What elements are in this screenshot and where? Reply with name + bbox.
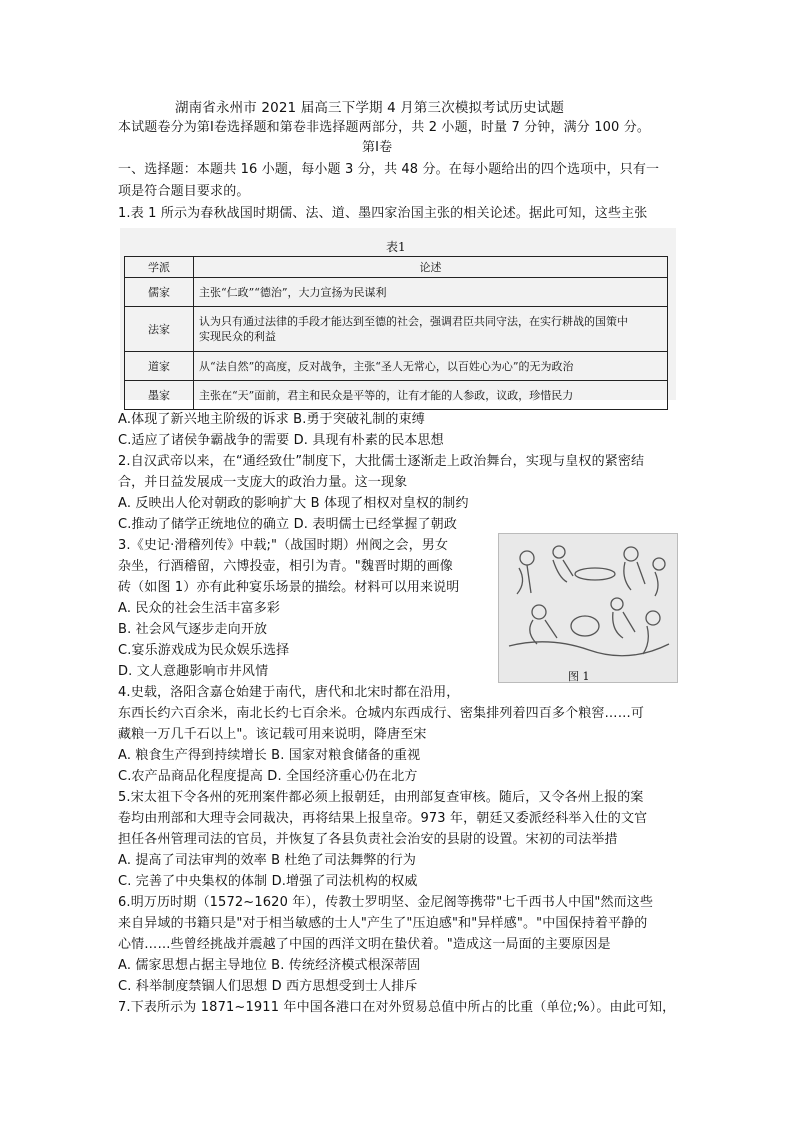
table-header-row — [125, 257, 668, 278]
q2-line: C.推动了储学正统地位的确立 D. 表明儒士已经掌握了朝政 — [118, 517, 457, 532]
table-row — [125, 278, 668, 307]
q3-line: 杂坐，行酒稽留，六博投壶，相引为青。"魏晋时期的画像 — [118, 559, 453, 574]
table-header-school: 学派 — [125, 257, 194, 278]
figure-1-caption: 图 1 — [568, 670, 590, 683]
exam-intro: 本试题卷分为第Ⅰ卷选择题和第卷非选择题两部分，共 2 小题，时量 7 分钟，满分 100 分。 — [118, 120, 651, 135]
table-cell-statement — [194, 352, 668, 381]
q6-line: 6.明万历时期（1572~1620 年），传教士罗明坚、金尼阁等携带"七千西书人中国"然而这些 — [118, 895, 654, 910]
table-row — [125, 352, 668, 381]
statement-line: 从“法自然”的高度，反对战争，主张“圣人无常心，以百姓心为心”的无为政治 — [199, 359, 574, 373]
q2-line: A. 反映出人伦对朝政的影响扩大 B 体现了相权对皇权的制约 — [118, 496, 469, 511]
q6-option: C. 科举制度禁锢人们思想 D 西方思想受到士人排斥 — [118, 979, 418, 994]
table-header-statement: 论述 — [194, 257, 668, 278]
table-cell-statement — [194, 278, 668, 307]
q1-option-line: C.适应了诸侯争霸战争的需要 D. 具现有朴素的民本思想 — [118, 433, 444, 448]
statement-line: 实现民众的利益 — [199, 330, 276, 343]
table-cell-statement — [194, 307, 668, 352]
q3-option: B. 社会风气逐步走向开放 — [118, 622, 268, 637]
table-cell-statement — [194, 381, 668, 410]
exam-title: 湖南省永州市 2021 届高三下学期 4 月第三次模拟考试历史试题 — [175, 100, 565, 116]
q3-line: 3.《史记·滑稽列传》中载;"（战国时期）州阀之会，男女 — [118, 538, 449, 553]
q5-option: C. 完善了中央集权的体制 D.增强了司法机构的权威 — [118, 874, 418, 889]
q5-option: A. 提高了司法审判的效率 B 杜绝了司法舞弊的行为 — [118, 853, 417, 868]
table-row — [125, 307, 668, 352]
q4-option: C.农产品商品化程度提高 D. 全国经济重心仍在北方 — [118, 769, 418, 784]
section-label: 第Ⅰ卷 — [362, 140, 393, 155]
q4-option: A. 粮食生产得到持续增长 B. 国家对粮食储备的重视 — [118, 748, 421, 763]
q5-line: 担任各州管理司法的官员，并恢复了各县负责社会治安的县尉的设置。宋初的司法举措 — [118, 832, 618, 847]
q3-option: A. 民众的社会生活丰富多彩 — [118, 601, 281, 616]
q4-line: 4.史载，洛阳含嘉仓始建于南代，唐代和北宋时都在沿用， — [118, 685, 460, 700]
q6-line: 来自异域的书籍只是"对于相当敏感的士人"产生了"压迫感"和"异样感"。"中国保持着平静的 — [118, 916, 648, 931]
instruction-line: 项是符合题目要求的。 — [118, 184, 250, 199]
statement-line: 主张“仁政”“德治”，大力宣扬为民谋利 — [199, 285, 387, 299]
q6-option: A. 儒家思想占据主导地位 B. 传统经济模式根深蒂固 — [118, 958, 421, 973]
q2-line: 合，并日益发展成一支庞大的政治力量。这一现象 — [118, 475, 408, 490]
q3-line: 砖（如图 1）亦有此种宴乐场景的描绘。材料可以用来说明 — [118, 580, 460, 595]
table-row — [125, 381, 668, 410]
instruction-line: 一、选择题：本题共 16 小题，每小题 3 分，共 48 分。在每小题给出的四个选项中，只有一 — [118, 162, 660, 177]
figure-1-banquet-brick-image — [498, 533, 678, 683]
table-cell-school: 墨家 — [125, 381, 194, 410]
statement-line: 主张在“天”面前，君主和民众是平等的，让有才能的人参政，议政，珍惜民力 — [199, 388, 574, 402]
banquet-sketch-icon — [499, 534, 677, 664]
q5-line: 5.宋太祖下令各州的死刑案件都必须上报朝廷，由刑部复查审核。随后，又令各州上报的案 — [118, 790, 644, 805]
table-1 — [124, 256, 668, 410]
q4-line: 东西长约六百余米，南北长约七百余米。仓城内东西成行、密集排列着四百多个粮窖……可 — [118, 706, 645, 721]
table-cell-school: 儒家 — [125, 278, 194, 307]
q1-option-line: A.体现了新兴地主阶级的诉求 B.勇于突破礼制的束缚 — [118, 412, 425, 427]
q3-option: C.宴乐游戏成为民众娱乐选择 — [118, 643, 290, 658]
q4-line: 藏粮一万几千石以上"。该记载可用来说明，降唐至宋 — [118, 727, 427, 742]
q5-line: 卷均由刑部和大理寺会同裁决，再将结果上报皇帝。973 年，朝廷又委派经科举入仕的文官 — [118, 811, 648, 826]
table-cell-school: 法家 — [125, 307, 194, 352]
table-cell-school: 道家 — [125, 352, 194, 381]
q7-line: 7.下表所示为 1871~1911 年中国各港口在对外贸易总值中所占的比重（单位;%）。由此可知， — [118, 1000, 676, 1015]
statement-line: 认为只有通过法律的手段才能达到至德的社会，强调君臣共同守法，在实行耕战的国策中 — [199, 315, 628, 328]
q3-option: D. 文人意趣影响市井风情 — [118, 664, 269, 679]
table-1-caption: 表1 — [386, 240, 406, 254]
q2-line: 2.自汉武帝以来，在“通经致仕”制度下，大批儒士逐渐走上政治舞台，实现与皇权的紧密结 — [118, 454, 645, 469]
q1-stem: 1.表 1 所示为春秋战国时期儒、法、道、墨四家治国主张的相关论述。据此可知，这些主张 — [118, 206, 648, 221]
q6-line: 心情……些曾经挑战并震越了中国的西洋文明在蛰伏着。"造成这一局面的主要原因是 — [118, 937, 611, 952]
